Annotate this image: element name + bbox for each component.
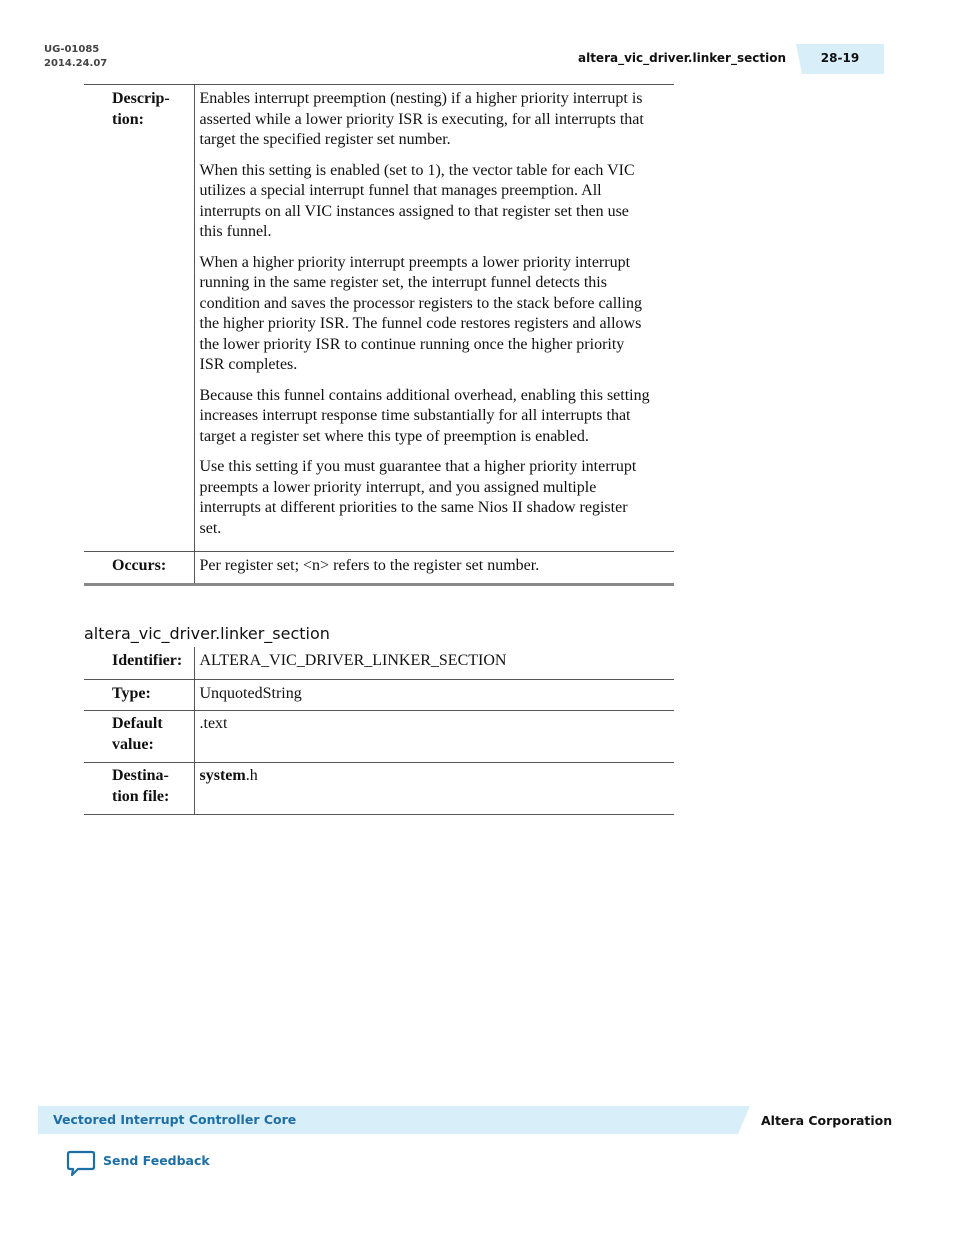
footer-document-title[interactable]: Vectored Interrupt Controller Core: [53, 1112, 297, 1127]
destination-file-extension: .h: [245, 767, 258, 784]
running-header-title: altera_vic_driver.linker_section: [577, 51, 786, 65]
page-number-tab: [796, 44, 884, 74]
document-id: UG-01085: [44, 44, 100, 55]
default-value-label-text: Default value:: [112, 715, 163, 753]
identifier-value: ALTERA_VIC_DRIVER_LINKER_SECTION: [199, 652, 507, 669]
type-label: Type:: [84, 679, 194, 711]
type-row: [84, 679, 674, 711]
destination-file-label-text: Destina- tion file:: [112, 767, 170, 805]
document-id-block: [44, 43, 107, 71]
identifier-row: [84, 647, 674, 679]
destination-file-value: [194, 763, 674, 815]
occurs-value: Per register set; <n> refers to the register set number.: [199, 557, 540, 574]
send-feedback-label: Send Feedback: [103, 1153, 210, 1168]
footer-band: [38, 1106, 750, 1134]
description-paragraph: Enables interrupt preemption (nesting) if a higher priority interrupt is asserted while a lower priority ISR is executing, for all interrupts that target the specified register set number.: [199, 90, 644, 148]
description-value: [194, 85, 674, 552]
document-date: 2014.24.07: [44, 58, 108, 69]
type-value: UnquotedString: [199, 684, 302, 702]
description-paragraph: When this setting is enabled (set to 1), the vector table for each VIC utilizes a special interrupt funnel that manages preemption. All interrupts on all VIC instances assigned to that register set then use this funnel.: [199, 161, 635, 240]
page-number: 28-19: [820, 51, 860, 65]
destination-file-name: system: [199, 767, 246, 784]
speech-bubble-icon: [66, 1150, 96, 1183]
default-value-row: [84, 711, 674, 763]
destination-file-label: [84, 763, 194, 815]
occurs-label: Occurs:: [84, 552, 194, 585]
description-label-text: Descrip- tion:: [112, 90, 170, 128]
footer-corporation: Altera Corporation: [761, 1113, 893, 1128]
destination-file-row: [84, 763, 674, 815]
description-paragraph: When a higher priority interrupt preempts a lower priority interrupt running in the same register set, the interrupt funnel detects this condition and saves the processor registers to the stack before calling the higher priority ISR. The funnel code restores registers and allows the lower priority ISR to continue running once the higher priority ISR completes.: [199, 253, 643, 373]
occurs-row: [84, 552, 674, 585]
preemption-parameter-table: [84, 84, 674, 586]
default-value-label: [84, 711, 194, 763]
description-paragraph: Use this setting if you must guarantee that a higher priority interrupt preempts a lower priority interrupt, and you assigned multiple interrupts at different priorities to the same Nios II shadow register set.: [199, 458, 637, 537]
description-label: [84, 85, 194, 552]
description-paragraph: Because this funnel contains additional overhead, enabling this setting increases interrupt response time substantially for all interrupts that target a register set where this type of preemption is enabled.: [199, 386, 650, 445]
default-value: .text: [199, 715, 228, 732]
section-heading: altera_vic_driver.linker_section: [84, 624, 330, 643]
identifier-label: Identifier:: [84, 647, 194, 679]
linker-section-parameter-table: [84, 647, 674, 815]
description-row: [84, 85, 674, 552]
